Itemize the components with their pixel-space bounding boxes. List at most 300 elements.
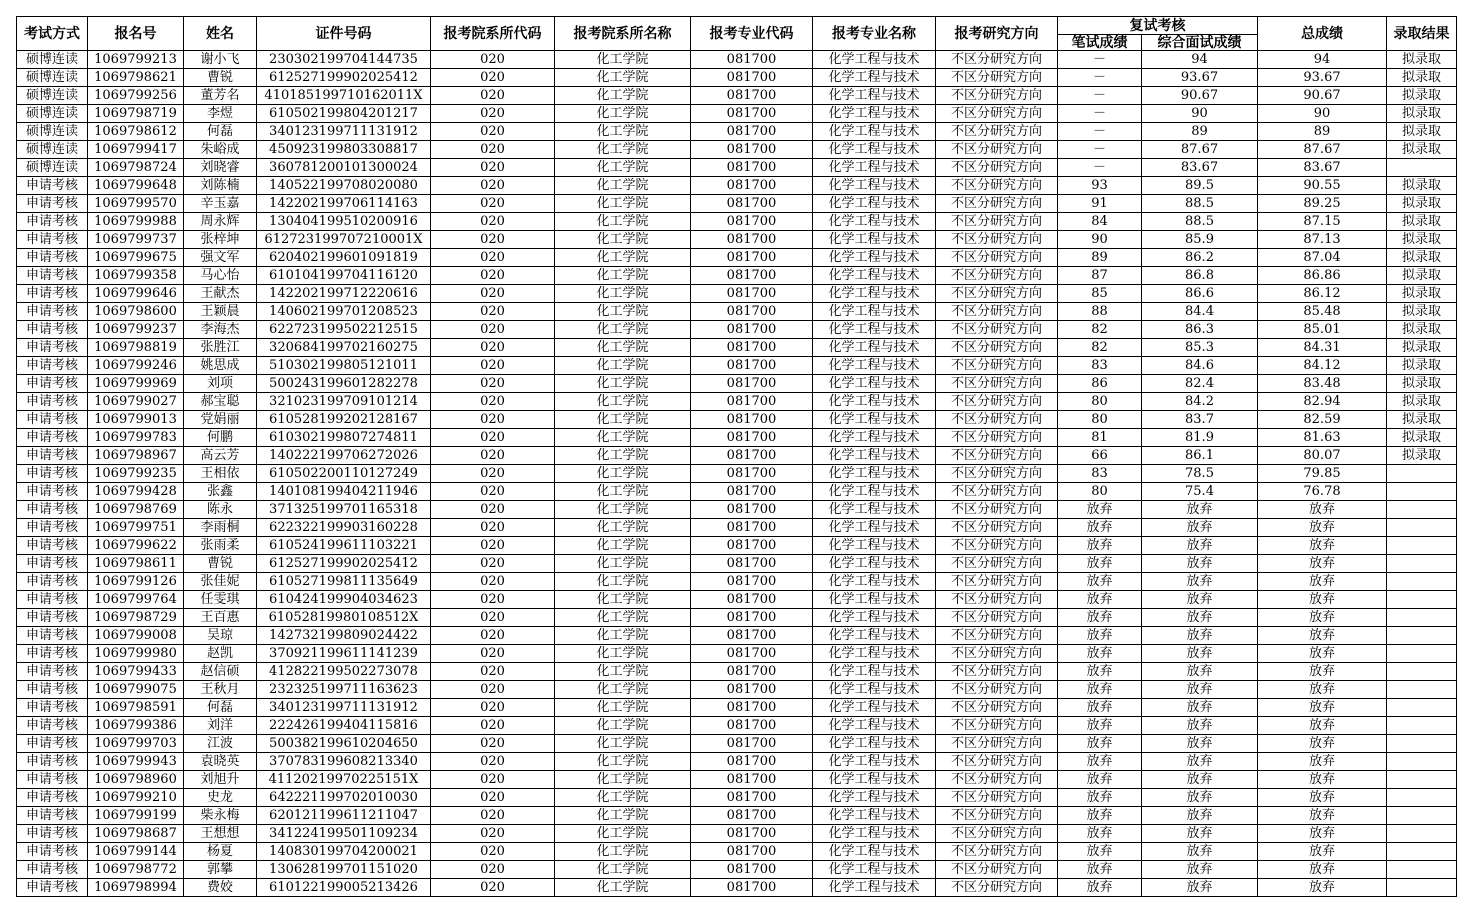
result-cell: 拟录取 bbox=[1387, 141, 1457, 159]
total-score-cell: 放弃 bbox=[1258, 501, 1387, 519]
total-score-cell: 81.63 bbox=[1258, 429, 1387, 447]
dept-code-cell: 020 bbox=[431, 501, 555, 519]
table-row bbox=[17, 681, 1457, 699]
result-cell: 拟录取 bbox=[1387, 213, 1457, 231]
dept-code-cell: 020 bbox=[431, 429, 555, 447]
result-cell bbox=[1387, 663, 1457, 681]
direction-cell: 不区分研究方向 bbox=[936, 789, 1058, 807]
name-cell: 何鹏 bbox=[184, 429, 257, 447]
result-cell: 拟录取 bbox=[1387, 69, 1457, 87]
major-code-cell: 081700 bbox=[691, 195, 813, 213]
reg-no-cell: 1069799433 bbox=[88, 663, 184, 681]
reg-no-cell: 1069799428 bbox=[88, 483, 184, 501]
major-name-cell: 化学工程与技术 bbox=[813, 591, 936, 609]
total-score-cell: 87.15 bbox=[1258, 213, 1387, 231]
table-row bbox=[17, 141, 1457, 159]
written-score-cell: 放弃 bbox=[1058, 663, 1142, 681]
result-cell bbox=[1387, 681, 1457, 699]
reg-no-cell: 1069799988 bbox=[88, 213, 184, 231]
interview-score-cell: 放弃 bbox=[1142, 735, 1258, 753]
interview-score-cell: 放弃 bbox=[1142, 573, 1258, 591]
table-row bbox=[17, 537, 1457, 555]
name-cell: 马心怡 bbox=[184, 267, 257, 285]
interview-score-cell: 84.4 bbox=[1142, 303, 1258, 321]
dept-name-cell: 化工学院 bbox=[555, 519, 691, 537]
name-cell: 王颖晨 bbox=[184, 303, 257, 321]
table-row bbox=[17, 483, 1457, 501]
name-cell: 党娟丽 bbox=[184, 411, 257, 429]
exam-mode-cell: 申请考核 bbox=[17, 231, 88, 249]
dept-name-cell: 化工学院 bbox=[555, 825, 691, 843]
total-score-cell: 79.85 bbox=[1258, 465, 1387, 483]
direction-cell: 不区分研究方向 bbox=[936, 87, 1058, 105]
name-cell: 史龙 bbox=[184, 789, 257, 807]
major-code-cell: 081700 bbox=[691, 663, 813, 681]
name-cell: 费姣 bbox=[184, 879, 257, 897]
reg-no-cell: 1069799737 bbox=[88, 231, 184, 249]
major-code-cell: 081700 bbox=[691, 573, 813, 591]
name-cell: 高云芳 bbox=[184, 447, 257, 465]
header-dept-code: 报考院系所代码 bbox=[431, 17, 555, 51]
name-cell: 刘旭升 bbox=[184, 771, 257, 789]
table-row bbox=[17, 339, 1457, 357]
name-cell: 曹锐 bbox=[184, 69, 257, 87]
dept-code-cell: 020 bbox=[431, 339, 555, 357]
dept-name-cell: 化工学院 bbox=[555, 213, 691, 231]
direction-cell: 不区分研究方向 bbox=[936, 501, 1058, 519]
total-score-cell: 86.86 bbox=[1258, 267, 1387, 285]
total-score-cell: 85.01 bbox=[1258, 321, 1387, 339]
interview-score-cell: 放弃 bbox=[1142, 537, 1258, 555]
total-score-cell: 放弃 bbox=[1258, 825, 1387, 843]
dept-name-cell: 化工学院 bbox=[555, 501, 691, 519]
reg-no-cell: 1069799246 bbox=[88, 357, 184, 375]
exam-mode-cell: 申请考核 bbox=[17, 861, 88, 879]
major-code-cell: 081700 bbox=[691, 105, 813, 123]
dept-name-cell: 化工学院 bbox=[555, 231, 691, 249]
exam-mode-cell: 申请考核 bbox=[17, 825, 88, 843]
table-row bbox=[17, 267, 1457, 285]
exam-mode-cell: 申请考核 bbox=[17, 753, 88, 771]
interview-score-cell: 88.5 bbox=[1142, 195, 1258, 213]
table-row bbox=[17, 303, 1457, 321]
written-score-cell: 80 bbox=[1058, 483, 1142, 501]
total-score-cell: 放弃 bbox=[1258, 537, 1387, 555]
dept-code-cell: 020 bbox=[431, 717, 555, 735]
major-code-cell: 081700 bbox=[691, 717, 813, 735]
table-row bbox=[17, 87, 1457, 105]
interview-score-cell: 89 bbox=[1142, 123, 1258, 141]
exam-mode-cell: 申请考核 bbox=[17, 465, 88, 483]
total-score-cell: 放弃 bbox=[1258, 753, 1387, 771]
major-code-cell: 081700 bbox=[691, 375, 813, 393]
exam-mode-cell: 申请考核 bbox=[17, 501, 88, 519]
reg-no-cell: 1069799008 bbox=[88, 627, 184, 645]
direction-cell: 不区分研究方向 bbox=[936, 717, 1058, 735]
major-code-cell: 081700 bbox=[691, 771, 813, 789]
exam-mode-cell: 申请考核 bbox=[17, 429, 88, 447]
interview-score-cell: 放弃 bbox=[1142, 501, 1258, 519]
direction-cell: 不区分研究方向 bbox=[936, 735, 1058, 753]
written-score-cell: － bbox=[1058, 123, 1142, 141]
result-cell: 拟录取 bbox=[1387, 339, 1457, 357]
dept-name-cell: 化工学院 bbox=[555, 807, 691, 825]
name-cell: 张雨柔 bbox=[184, 537, 257, 555]
direction-cell: 不区分研究方向 bbox=[936, 357, 1058, 375]
id-no-cell: 620121199611211047 bbox=[257, 807, 431, 825]
major-name-cell: 化学工程与技术 bbox=[813, 447, 936, 465]
written-score-cell: 放弃 bbox=[1058, 501, 1142, 519]
total-score-cell: 94 bbox=[1258, 51, 1387, 69]
dept-name-cell: 化工学院 bbox=[555, 843, 691, 861]
dept-code-cell: 020 bbox=[431, 879, 555, 897]
header-id-no: 证件号码 bbox=[257, 17, 431, 51]
major-name-cell: 化学工程与技术 bbox=[813, 699, 936, 717]
written-score-cell: 放弃 bbox=[1058, 879, 1142, 897]
interview-score-cell: 85.9 bbox=[1142, 231, 1258, 249]
dept-name-cell: 化工学院 bbox=[555, 123, 691, 141]
direction-cell: 不区分研究方向 bbox=[936, 375, 1058, 393]
major-name-cell: 化学工程与技术 bbox=[813, 663, 936, 681]
reg-no-cell: 1069799075 bbox=[88, 681, 184, 699]
major-code-cell: 081700 bbox=[691, 87, 813, 105]
reg-no-cell: 1069799256 bbox=[88, 87, 184, 105]
dept-name-cell: 化工学院 bbox=[555, 609, 691, 627]
exam-mode-cell: 申请考核 bbox=[17, 879, 88, 897]
written-score-cell: 放弃 bbox=[1058, 825, 1142, 843]
direction-cell: 不区分研究方向 bbox=[936, 627, 1058, 645]
major-code-cell: 081700 bbox=[691, 519, 813, 537]
result-cell: 拟录取 bbox=[1387, 177, 1457, 195]
dept-code-cell: 020 bbox=[431, 825, 555, 843]
name-cell: 强文军 bbox=[184, 249, 257, 267]
exam-mode-cell: 硕博连读 bbox=[17, 123, 88, 141]
name-cell: 李雨桐 bbox=[184, 519, 257, 537]
header-reg-no: 报名号 bbox=[88, 17, 184, 51]
major-code-cell: 081700 bbox=[691, 447, 813, 465]
major-name-cell: 化学工程与技术 bbox=[813, 87, 936, 105]
direction-cell: 不区分研究方向 bbox=[936, 537, 1058, 555]
result-cell bbox=[1387, 825, 1457, 843]
direction-cell: 不区分研究方向 bbox=[936, 753, 1058, 771]
id-no-cell: 610104199704116120 bbox=[257, 267, 431, 285]
total-score-cell: 放弃 bbox=[1258, 807, 1387, 825]
id-no-cell: 510302199805121011 bbox=[257, 357, 431, 375]
dept-name-cell: 化工学院 bbox=[555, 87, 691, 105]
result-cell bbox=[1387, 645, 1457, 663]
major-code-cell: 081700 bbox=[691, 357, 813, 375]
written-score-cell: 88 bbox=[1058, 303, 1142, 321]
reg-no-cell: 1069799237 bbox=[88, 321, 184, 339]
direction-cell: 不区分研究方向 bbox=[936, 393, 1058, 411]
dept-name-cell: 化工学院 bbox=[555, 249, 691, 267]
major-name-cell: 化学工程与技术 bbox=[813, 411, 936, 429]
header-direction: 报考研究方向 bbox=[936, 17, 1058, 51]
major-name-cell: 化学工程与技术 bbox=[813, 627, 936, 645]
dept-code-cell: 020 bbox=[431, 753, 555, 771]
major-code-cell: 081700 bbox=[691, 303, 813, 321]
major-name-cell: 化学工程与技术 bbox=[813, 231, 936, 249]
total-score-cell: 83.67 bbox=[1258, 159, 1387, 177]
dept-code-cell: 020 bbox=[431, 213, 555, 231]
dept-code-cell: 020 bbox=[431, 303, 555, 321]
direction-cell: 不区分研究方向 bbox=[936, 699, 1058, 717]
written-score-cell: 80 bbox=[1058, 411, 1142, 429]
dept-name-cell: 化工学院 bbox=[555, 303, 691, 321]
total-score-cell: 放弃 bbox=[1258, 609, 1387, 627]
reg-no-cell: 1069799126 bbox=[88, 573, 184, 591]
major-code-cell: 081700 bbox=[691, 843, 813, 861]
interview-score-cell: 87.67 bbox=[1142, 141, 1258, 159]
id-no-cell: 370783199608213340 bbox=[257, 753, 431, 771]
exam-mode-cell: 申请考核 bbox=[17, 249, 88, 267]
name-cell: 何磊 bbox=[184, 699, 257, 717]
result-cell bbox=[1387, 501, 1457, 519]
total-score-cell: 放弃 bbox=[1258, 861, 1387, 879]
dept-name-cell: 化工学院 bbox=[555, 879, 691, 897]
major-name-cell: 化学工程与技术 bbox=[813, 393, 936, 411]
interview-score-cell: 放弃 bbox=[1142, 663, 1258, 681]
exam-mode-cell: 硕博连读 bbox=[17, 69, 88, 87]
major-name-cell: 化学工程与技术 bbox=[813, 735, 936, 753]
interview-score-cell: 86.2 bbox=[1142, 249, 1258, 267]
written-score-cell: 82 bbox=[1058, 321, 1142, 339]
id-no-cell: 610528199801085​12X bbox=[257, 609, 431, 627]
reg-no-cell: 1069799751 bbox=[88, 519, 184, 537]
total-score-cell: 86.12 bbox=[1258, 285, 1387, 303]
interview-score-cell: 放弃 bbox=[1142, 609, 1258, 627]
dept-name-cell: 化工学院 bbox=[555, 681, 691, 699]
result-cell: 拟录取 bbox=[1387, 285, 1457, 303]
dept-name-cell: 化工学院 bbox=[555, 375, 691, 393]
table-row bbox=[17, 753, 1457, 771]
major-name-cell: 化学工程与技术 bbox=[813, 213, 936, 231]
written-score-cell: 放弃 bbox=[1058, 591, 1142, 609]
name-cell: 董芳名 bbox=[184, 87, 257, 105]
dept-code-cell: 020 bbox=[431, 789, 555, 807]
interview-score-cell: 84.2 bbox=[1142, 393, 1258, 411]
major-name-cell: 化学工程与技术 bbox=[813, 51, 936, 69]
dept-code-cell: 020 bbox=[431, 861, 555, 879]
reg-no-cell: 1069799013 bbox=[88, 411, 184, 429]
interview-score-cell: 86.1 bbox=[1142, 447, 1258, 465]
major-name-cell: 化学工程与技术 bbox=[813, 771, 936, 789]
id-no-cell: 412822199502273078 bbox=[257, 663, 431, 681]
name-cell: 任雯琪 bbox=[184, 591, 257, 609]
reg-no-cell: 1069799969 bbox=[88, 375, 184, 393]
id-no-cell: 130628199701151020 bbox=[257, 861, 431, 879]
header-interview: 综合面试成绩 bbox=[1142, 35, 1258, 51]
interview-score-cell: 82.4 bbox=[1142, 375, 1258, 393]
name-cell: 张鑫 bbox=[184, 483, 257, 501]
written-score-cell: － bbox=[1058, 159, 1142, 177]
reg-no-cell: 1069799144 bbox=[88, 843, 184, 861]
dept-name-cell: 化工学院 bbox=[555, 141, 691, 159]
written-score-cell: 放弃 bbox=[1058, 519, 1142, 537]
direction-cell: 不区分研究方向 bbox=[936, 267, 1058, 285]
exam-mode-cell: 申请考核 bbox=[17, 177, 88, 195]
result-cell: 拟录取 bbox=[1387, 231, 1457, 249]
reg-no-cell: 1069799210 bbox=[88, 789, 184, 807]
dept-name-cell: 化工学院 bbox=[555, 717, 691, 735]
id-no-cell: 142202199712220616 bbox=[257, 285, 431, 303]
id-no-cell: 370921199611141239 bbox=[257, 645, 431, 663]
id-no-cell: 500382199610204650 bbox=[257, 735, 431, 753]
major-code-cell: 081700 bbox=[691, 285, 813, 303]
written-score-cell: 放弃 bbox=[1058, 555, 1142, 573]
result-cell bbox=[1387, 861, 1457, 879]
dept-code-cell: 020 bbox=[431, 555, 555, 573]
name-cell: 郝宝聪 bbox=[184, 393, 257, 411]
major-name-cell: 化学工程与技术 bbox=[813, 141, 936, 159]
dept-code-cell: 020 bbox=[431, 357, 555, 375]
dept-code-cell: 020 bbox=[431, 411, 555, 429]
major-code-cell: 081700 bbox=[691, 123, 813, 141]
table-row bbox=[17, 393, 1457, 411]
dept-code-cell: 020 bbox=[431, 519, 555, 537]
table-row bbox=[17, 123, 1457, 141]
total-score-cell: 85.48 bbox=[1258, 303, 1387, 321]
table-row bbox=[17, 501, 1457, 519]
name-cell: 赵凯 bbox=[184, 645, 257, 663]
interview-score-cell: 90 bbox=[1142, 105, 1258, 123]
header-exam-mode: 考试方式 bbox=[17, 17, 88, 51]
id-no-cell: 230302199704144735 bbox=[257, 51, 431, 69]
total-score-cell: 89 bbox=[1258, 123, 1387, 141]
written-score-cell: 87 bbox=[1058, 267, 1142, 285]
written-score-cell: － bbox=[1058, 141, 1142, 159]
reg-no-cell: 1069798769 bbox=[88, 501, 184, 519]
major-name-cell: 化学工程与技术 bbox=[813, 123, 936, 141]
name-cell: 姚思成 bbox=[184, 357, 257, 375]
reg-no-cell: 1069798687 bbox=[88, 825, 184, 843]
reg-no-cell: 1069799199 bbox=[88, 807, 184, 825]
result-cell bbox=[1387, 159, 1457, 177]
table-row bbox=[17, 69, 1457, 87]
table-row bbox=[17, 699, 1457, 717]
written-score-cell: 放弃 bbox=[1058, 861, 1142, 879]
dept-name-cell: 化工学院 bbox=[555, 483, 691, 501]
written-score-cell: 放弃 bbox=[1058, 681, 1142, 699]
header-major-code: 报考专业代码 bbox=[691, 17, 813, 51]
direction-cell: 不区分研究方向 bbox=[936, 231, 1058, 249]
dept-name-cell: 化工学院 bbox=[555, 447, 691, 465]
id-no-cell: 410185199710162011X bbox=[257, 87, 431, 105]
dept-code-cell: 020 bbox=[431, 447, 555, 465]
total-score-cell: 87.67 bbox=[1258, 141, 1387, 159]
reg-no-cell: 1069799764 bbox=[88, 591, 184, 609]
written-score-cell: － bbox=[1058, 105, 1142, 123]
id-no-cell: 610502200110127249 bbox=[257, 465, 431, 483]
interview-score-cell: 放弃 bbox=[1142, 771, 1258, 789]
total-score-cell: 放弃 bbox=[1258, 645, 1387, 663]
total-score-cell: 放弃 bbox=[1258, 681, 1387, 699]
reg-no-cell: 1069798591 bbox=[88, 699, 184, 717]
dept-name-cell: 化工学院 bbox=[555, 267, 691, 285]
reg-no-cell: 1069799980 bbox=[88, 645, 184, 663]
written-score-cell: 85 bbox=[1058, 285, 1142, 303]
total-score-cell: 放弃 bbox=[1258, 627, 1387, 645]
direction-cell: 不区分研究方向 bbox=[936, 213, 1058, 231]
result-cell bbox=[1387, 609, 1457, 627]
name-cell: 刘洋 bbox=[184, 717, 257, 735]
exam-mode-cell: 申请考核 bbox=[17, 771, 88, 789]
name-cell: 陈永 bbox=[184, 501, 257, 519]
total-score-cell: 90.55 bbox=[1258, 177, 1387, 195]
name-cell: 辛玉嘉 bbox=[184, 195, 257, 213]
result-cell bbox=[1387, 789, 1457, 807]
written-score-cell: 放弃 bbox=[1058, 717, 1142, 735]
id-no-cell: 610527199811135649 bbox=[257, 573, 431, 591]
exam-mode-cell: 申请考核 bbox=[17, 717, 88, 735]
dept-name-cell: 化工学院 bbox=[555, 393, 691, 411]
total-score-cell: 放弃 bbox=[1258, 591, 1387, 609]
dept-name-cell: 化工学院 bbox=[555, 771, 691, 789]
table-row bbox=[17, 51, 1457, 69]
exam-mode-cell: 申请考核 bbox=[17, 663, 88, 681]
major-code-cell: 081700 bbox=[691, 861, 813, 879]
result-cell: 拟录取 bbox=[1387, 249, 1457, 267]
reg-no-cell: 1069798772 bbox=[88, 861, 184, 879]
direction-cell: 不区分研究方向 bbox=[936, 123, 1058, 141]
major-name-cell: 化学工程与技术 bbox=[813, 321, 936, 339]
table-row bbox=[17, 609, 1457, 627]
table-row bbox=[17, 663, 1457, 681]
dept-code-cell: 020 bbox=[431, 663, 555, 681]
exam-mode-cell: 申请考核 bbox=[17, 699, 88, 717]
dept-name-cell: 化工学院 bbox=[555, 195, 691, 213]
major-name-cell: 化学工程与技术 bbox=[813, 807, 936, 825]
id-no-cell: 341224199501109234 bbox=[257, 825, 431, 843]
major-name-cell: 化学工程与技术 bbox=[813, 303, 936, 321]
result-cell bbox=[1387, 555, 1457, 573]
total-score-cell: 放弃 bbox=[1258, 717, 1387, 735]
major-code-cell: 081700 bbox=[691, 339, 813, 357]
dept-name-cell: 化工学院 bbox=[555, 645, 691, 663]
total-score-cell: 放弃 bbox=[1258, 519, 1387, 537]
direction-cell: 不区分研究方向 bbox=[936, 411, 1058, 429]
major-code-cell: 081700 bbox=[691, 267, 813, 285]
major-code-cell: 081700 bbox=[691, 807, 813, 825]
table-row bbox=[17, 195, 1457, 213]
id-no-cell: 232325199711163623 bbox=[257, 681, 431, 699]
written-score-cell: 放弃 bbox=[1058, 843, 1142, 861]
exam-mode-cell: 申请考核 bbox=[17, 357, 88, 375]
table-row bbox=[17, 591, 1457, 609]
interview-score-cell: 81.9 bbox=[1142, 429, 1258, 447]
result-cell bbox=[1387, 807, 1457, 825]
interview-score-cell: 83.67 bbox=[1142, 159, 1258, 177]
name-cell: 谢小飞 bbox=[184, 51, 257, 69]
name-cell: 李煜 bbox=[184, 105, 257, 123]
id-no-cell: 142732199809024422 bbox=[257, 627, 431, 645]
table-row bbox=[17, 645, 1457, 663]
direction-cell: 不区分研究方向 bbox=[936, 843, 1058, 861]
major-code-cell: 081700 bbox=[691, 735, 813, 753]
dept-code-cell: 020 bbox=[431, 573, 555, 591]
id-no-cell: 321023199709101214 bbox=[257, 393, 431, 411]
total-score-cell: 放弃 bbox=[1258, 843, 1387, 861]
reg-no-cell: 1069799358 bbox=[88, 267, 184, 285]
written-score-cell: 90 bbox=[1058, 231, 1142, 249]
dept-name-cell: 化工学院 bbox=[555, 627, 691, 645]
id-no-cell: 622723199502212515 bbox=[257, 321, 431, 339]
major-name-cell: 化学工程与技术 bbox=[813, 159, 936, 177]
direction-cell: 不区分研究方向 bbox=[936, 861, 1058, 879]
total-score-cell: 87.04 bbox=[1258, 249, 1387, 267]
name-cell: 杨夏 bbox=[184, 843, 257, 861]
direction-cell: 不区分研究方向 bbox=[936, 771, 1058, 789]
